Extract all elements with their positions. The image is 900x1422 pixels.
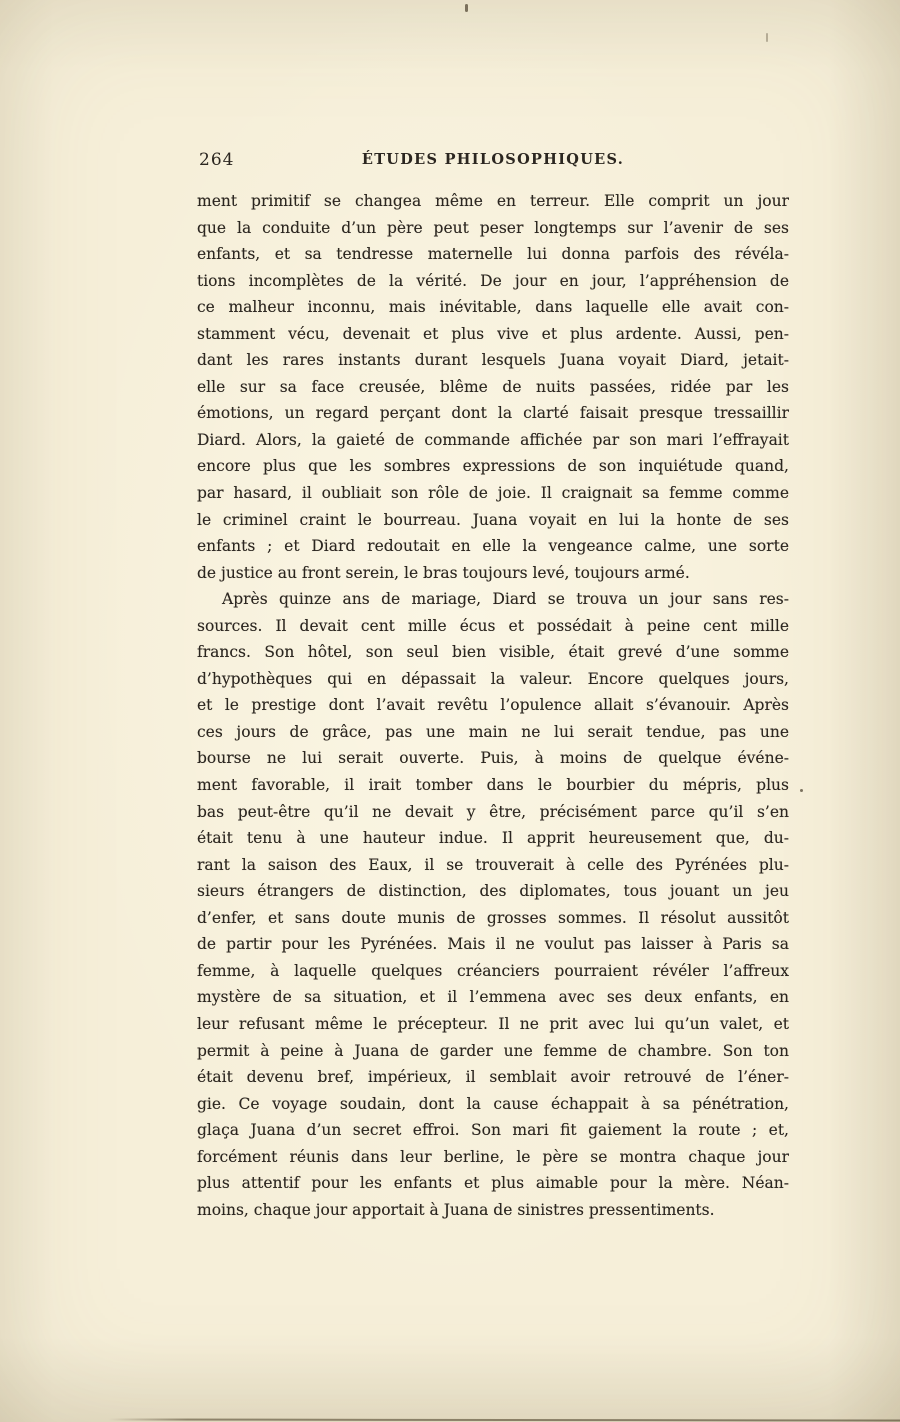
paragraph [197,188,789,586]
text-line: enfants, et sa tendresse maternelle lui donna parfois des révéla- [197,245,789,264]
text-line: sources. Il devait cent mille écus et possédait à peine cent mille [197,616,789,635]
text-line: forcément réunis dans leur berline, le père se montra chaque jour [197,1147,789,1166]
text-line: leur refusant même le précepteur. Il ne prit avec lui qu’un valet, et [197,1014,789,1033]
text-line: ce malheur inconnu, mais inévitable, dans laquelle elle avait con- [197,298,789,317]
text-line: stamment vécu, devenait et plus vive et plus ardente. Aussi, pen- [197,324,789,343]
text-line: ment favorable, il irait tomber dans le bourbier du mépris, plus [197,776,789,795]
text-line: rant la saison des Eaux, il se trouverait à celle des Pyrénées plu- [197,855,789,874]
text-line: gie. Ce voyage soudain, dont la cause échappait à sa pénétration, [197,1094,789,1113]
page-content [197,150,789,1223]
text-line: que la conduite d’un père peut peser longtemps sur l’avenir de ses [197,218,789,237]
text-line: par hasard, il oubliait son rôle de joie. Il craignait sa femme comme [197,484,789,503]
text-line: francs. Son hôtel, son seul bien visible, était grevé d’une somme [197,643,789,662]
text-block [197,188,789,1223]
text-line: encore plus que les sombres expressions de son inquiétude quand, [197,457,789,476]
text-line: était tenu à une hauteur indue. Il apprit heureusement que, du- [197,829,789,848]
text-line: Après quinze ans de mariage, Diard se trouva un jour sans res- [222,590,789,609]
scan-speck [465,4,468,12]
text-line: d’hypothèques qui en dépassait la valeur. Encore quelques jours, [197,669,789,688]
scan-edge-shadow [108,1418,900,1421]
text-line: dant les rares instants durant lesquels Juana voyait Diard, jetait- [197,351,789,370]
text-line: glaça Juana d’un secret effroi. Son mari fit gaiement la route ; et, [197,1121,789,1140]
text-line: femme, à laquelle quelques créanciers pourraient révéler l’affreux [197,961,789,980]
text-line: permit à peine à Juana de garder une femme de chambre. Son ton [197,1041,789,1060]
text-line: elle sur sa face creusée, blême de nuits passées, ridée par les [197,377,789,396]
text-line: et le prestige dont l’avait revêtu l’opulence allait s’évanouir. Après [197,696,789,715]
running-header: ÉTUDES PHILOSOPHIQUES. [361,151,625,168]
text-line: émotions, un regard perçant dont la clarté faisait presque tressaillir [197,404,789,423]
scan-speck [766,33,768,42]
text-line: tions incomplètes de la vérité. De jour en jour, l’appréhension de [197,271,789,290]
text-line: le criminel craint le bourreau. Juana voyait en lui la honte de ses [197,510,789,529]
text-line: de partir pour les Pyrénées. Mais il ne voulut pas laisser à Paris sa [197,935,789,954]
text-line: de justice au front serein, le bras toujours levé, toujours armé. [197,563,690,582]
text-line: enfants ; et Diard redoutait en elle la vengeance calme, une sorte [197,537,789,556]
text-line: moins, chaque jour apportait à Juana de sinistres pressentiments. [197,1200,715,1219]
paragraph [197,586,789,1223]
text-line: plus attentif pour les enfants et plus aimable pour la mère. Néan- [197,1174,789,1193]
page-number: 264 [199,150,235,170]
text-line: sieurs étrangers de distinction, des diplomates, tous jouant un jeu [197,882,789,901]
scan-speck [800,789,803,792]
text-line: ment primitif se changea même en terreur. Elle comprit un jour [197,192,789,210]
text-line: mystère de sa situation, et il l’emmena avec ses deux enfants, en [197,988,789,1007]
text-line: était devenu bref, impérieux, il semblait avoir retrouvé de l’éner- [197,1068,789,1087]
text-line: ces jours de grâce, pas une main ne lui serait tendue, pas une [197,722,789,741]
text-line: Diard. Alors, la gaieté de commande affichée par son mari l’effrayait [197,430,789,449]
text-line: bourse ne lui serait ouverte. Puis, à moins de quelque événe- [197,749,789,768]
page-header [197,150,789,170]
text-line: bas peut-être qu’il ne devait y être, précisément parce qu’il s’en [197,802,789,821]
text-line: d’enfer, et sans doute munis de grosses sommes. Il résolut aussitôt [197,908,789,927]
